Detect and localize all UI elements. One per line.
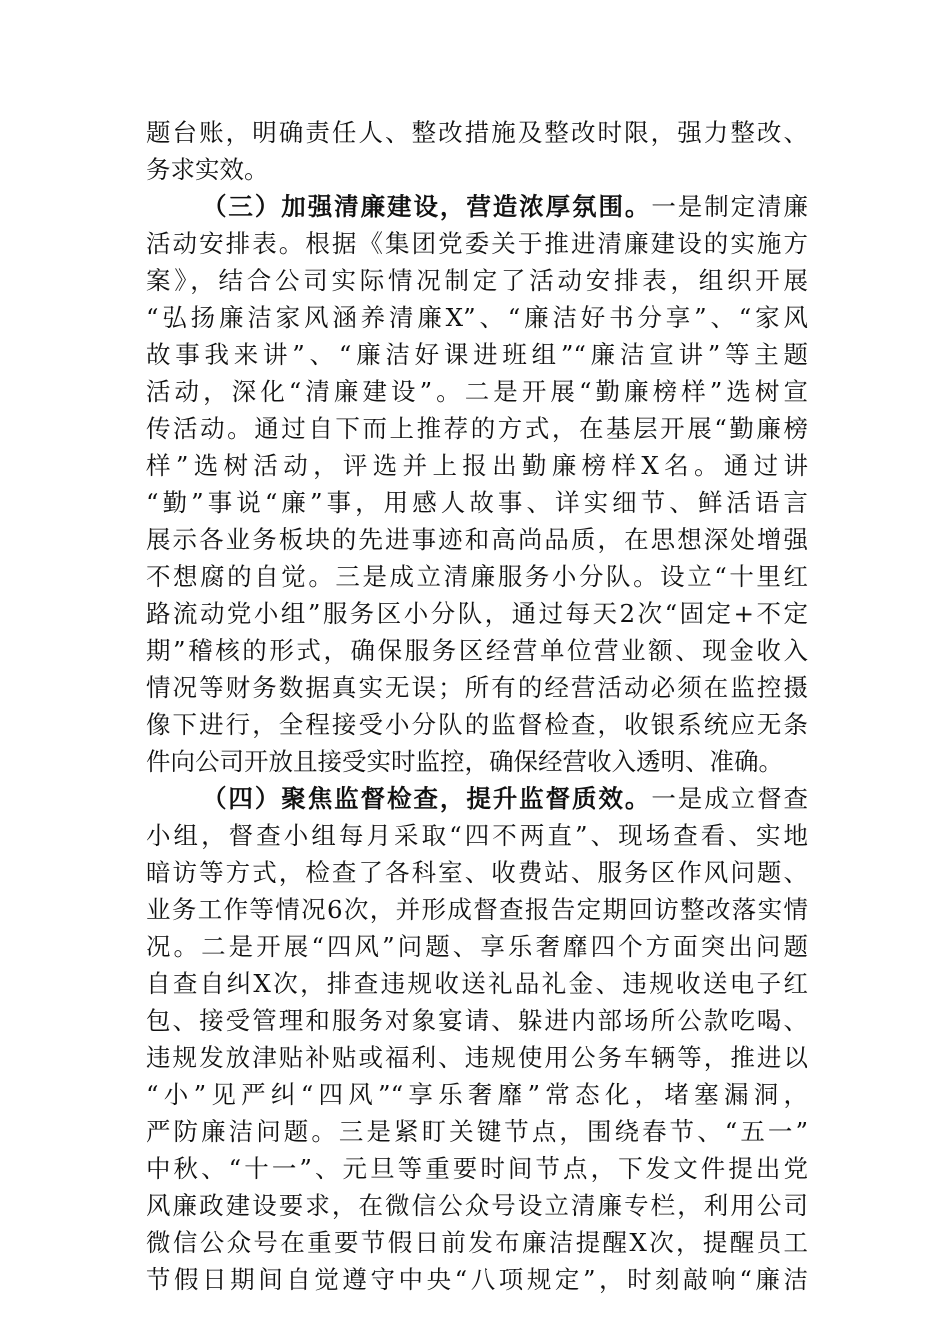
text-line: 况。二是开展“四风”问题、享乐奢靡四个方面突出问题 xyxy=(146,932,808,961)
text-line: 题台账，明确责任人、整改措施及整改时限，强力整改、 xyxy=(146,118,808,147)
text-line: 期”稽核的形式，确保服务区经营单位营业额、现金收入 xyxy=(146,636,808,665)
text-line: 业务工作等情况6次，并形成督查报告定期回访整改落实情 xyxy=(146,895,808,924)
text-line: “小”见严纠“四风”“享乐奢靡”常态化，堵塞漏洞， xyxy=(146,1080,808,1109)
text-line: 不想腐的自觉。三是成立清廉服务小分队。设立“十里红 xyxy=(146,562,808,591)
paragraph-heading-line xyxy=(146,780,808,817)
text-line: 微信公众号在重要节假日前发布廉洁提醒X次，提醒员工 xyxy=(146,1228,808,1257)
text-line: 包、接受管理和服务对象宴请、躲进内部场所公款吃喝、 xyxy=(146,1006,808,1035)
text-run: 一是成立督查 xyxy=(651,784,809,813)
text-line: 情况等财务数据真实无误；所有的经营活动必须在监控摄 xyxy=(146,673,808,702)
text-line: 严防廉洁问题。三是紧盯关键节点，围绕春节、“五一” xyxy=(146,1117,808,1146)
text-run: 一是制定清廉 xyxy=(651,192,809,221)
text-line: 路流动党小组”服务区小分队，通过每天2次“固定+不定 xyxy=(146,599,808,628)
section-heading: （三）加强清廉建设，营造浓厚氛围。 xyxy=(202,192,652,221)
document-page xyxy=(146,114,808,1298)
text-line: 样”选树活动，评选并上报出勤廉榜样X名。通过讲 xyxy=(146,451,808,480)
text-line: 小组，督查小组每月采取“四不两直”、现场查看、实地 xyxy=(146,821,808,850)
paragraph-heading-line xyxy=(146,188,808,225)
text-line: 中秋、“十一”、元旦等重要时间节点，下发文件提出党 xyxy=(146,1154,808,1183)
text-line: 案》，结合公司实际情况制定了活动安排表，组织开展 xyxy=(146,266,808,295)
text-line: 自查自纠X次，排查违规收送礼品礼金、违规收送电子红 xyxy=(146,969,808,998)
text-line: 务求实效。 xyxy=(146,155,269,184)
text-line: 传活动。通过自下而上推荐的方式，在基层开展“勤廉榜 xyxy=(146,414,808,443)
text-line: 违规发放津贴补贴或福利、违规使用公务车辆等，推进以 xyxy=(146,1043,808,1072)
text-line: 像下进行，全程接受小分队的监督检查，收银系统应无条 xyxy=(146,710,808,739)
text-line: “弘扬廉洁家风涵养清廉X”、“廉洁好书分享”、“家风 xyxy=(146,303,808,332)
text-line: 件向公司开放且接受实时监控，确保经营收入透明、准确。 xyxy=(146,747,783,776)
text-line: 活动安排表。根据《集团党委关于推进清廉建设的实施方 xyxy=(146,229,808,258)
text-line: 故事我来讲”、“廉洁好课进班组”“廉洁宣讲”等主题 xyxy=(146,340,808,369)
text-line: 风廉政建设要求，在微信公众号设立清廉专栏，利用公司 xyxy=(146,1191,808,1220)
text-line: 展示各业务板块的先进事迹和高尚品质，在思想深处增强 xyxy=(146,525,808,554)
section-heading: （四）聚焦监督检查，提升监督质效。 xyxy=(202,784,652,813)
text-line: 活动，深化“清廉建设”。二是开展“勤廉榜样”选树宣 xyxy=(146,377,808,406)
text-line: “勤”事说“廉”事，用感人故事、详实细节、鲜活语言 xyxy=(146,488,808,517)
text-line: 节假日期间自觉遵守中央“八项规定”，时刻敲响“廉洁 xyxy=(146,1265,808,1294)
text-line: 暗访等方式，检查了各科室、收费站、服务区作风问题、 xyxy=(146,858,808,887)
